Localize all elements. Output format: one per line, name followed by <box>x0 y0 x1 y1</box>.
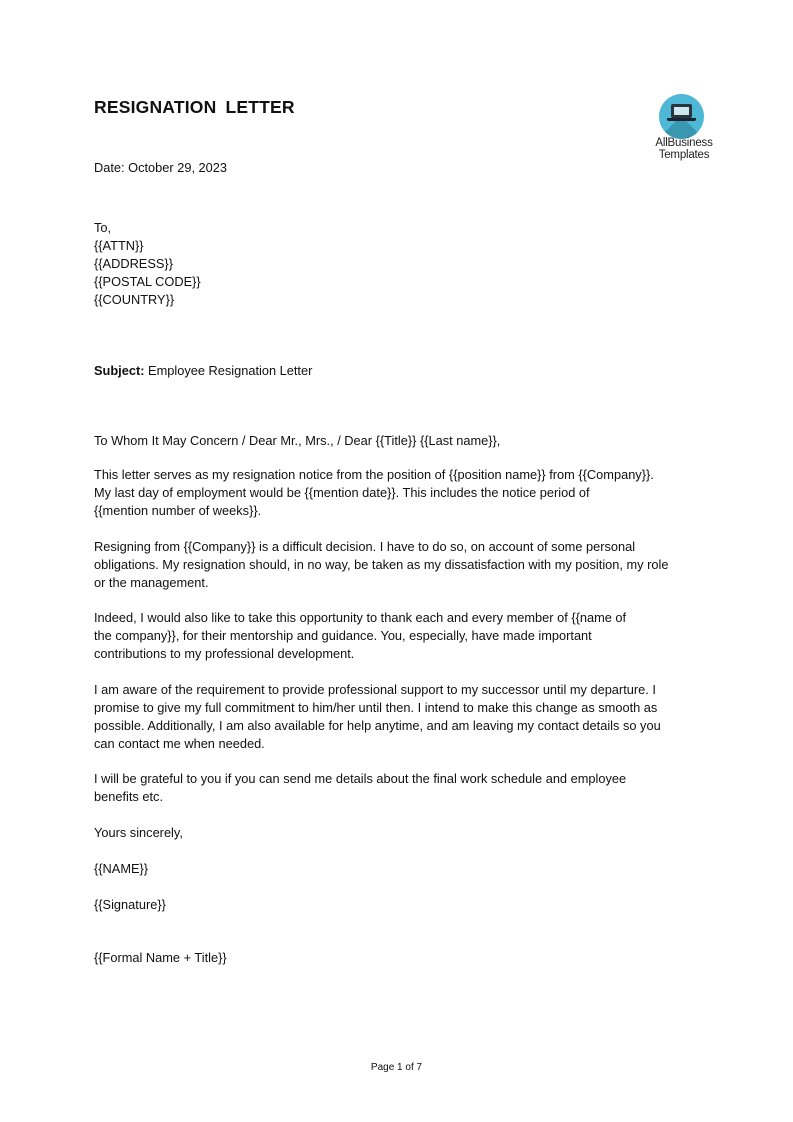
title-word: RESIGNATION <box>94 97 217 117</box>
closing: Yours sincerely, <box>94 825 183 840</box>
laptop-icon <box>671 104 692 118</box>
signature: {{Signature}} <box>94 897 166 912</box>
paragraph <box>94 681 661 753</box>
company-logo <box>648 92 720 164</box>
paragraph <box>94 538 668 592</box>
subject-value: Employee Resignation Letter <box>148 363 313 378</box>
paragraph <box>94 770 626 806</box>
paragraph-line: benefits etc. <box>94 789 164 804</box>
recipient-postal-code: {{POSTAL CODE}} <box>94 274 201 289</box>
paragraph <box>94 609 626 663</box>
paragraph-line: can contact me when needed. <box>94 736 265 751</box>
logo-text <box>648 137 720 161</box>
formal-name-title: {{Formal Name + Title}} <box>94 950 227 965</box>
page-footer: Page 1 of 7 <box>370 1062 423 1073</box>
sender-name: {{NAME}} <box>94 861 149 876</box>
recipient-address: {{ADDRESS}} <box>94 256 173 271</box>
paragraph-line: {{mention number of weeks}}. <box>94 503 262 518</box>
recipient-to: To, <box>94 220 112 235</box>
paragraph-line: I will be grateful to you if you can send me details about the final work schedule and employee <box>94 771 627 786</box>
paragraph-line: promise to give my full commitment to him/her until then. I intend to make this change as smooth as <box>94 700 658 715</box>
date-line: Date: October 29, 2023 <box>94 160 228 175</box>
paragraph-line: My last day of employment would be {{mention date}}. This includes the notice period of <box>94 485 590 500</box>
recipient-block <box>94 219 201 309</box>
paragraph-line: or the management. <box>94 575 209 590</box>
paragraph-line: Indeed, I would also like to take this opportunity to thank each and every member of {{name of <box>94 610 627 625</box>
recipient-country: {{COUNTRY}} <box>94 292 175 307</box>
laptop-base <box>667 118 696 121</box>
paragraph-line: contributions to my professional development. <box>94 646 355 661</box>
logo-line: Templates <box>658 149 710 161</box>
title-word: LETTER <box>225 97 295 117</box>
paragraph-line: obligations. My resignation should, in no way, be taken as my dissatisfaction with my position, my role <box>94 557 669 572</box>
subject-label: Subject: <box>94 363 145 378</box>
logo-badge <box>659 94 704 139</box>
paragraph-line: possible. Additionally, I am also available for help anytime, and am leaving my contact details so you <box>94 718 661 733</box>
paragraph <box>94 466 654 520</box>
subject-line <box>94 362 312 380</box>
paragraph-line: the company}}, for their mentorship and guidance. You, especially, have made important <box>94 628 592 643</box>
paragraph-line: I am aware of the requirement to provide professional support to my successor until my departure. I <box>94 682 656 697</box>
logo-line: AllBusiness <box>655 137 713 149</box>
salutation: To Whom It May Concern / Dear Mr., Mrs., / Dear {{Title}} {{Last name}}, <box>94 433 501 448</box>
paragraph-line: This letter serves as my resignation notice from the position of {{position name}} from {{Company}}. <box>94 467 654 482</box>
paragraph-line: Resigning from {{Company}} is a difficult decision. I have to do so, on account of some personal <box>94 539 636 554</box>
document-title <box>94 97 295 118</box>
recipient-attn: {{ATTN}} <box>94 238 144 253</box>
